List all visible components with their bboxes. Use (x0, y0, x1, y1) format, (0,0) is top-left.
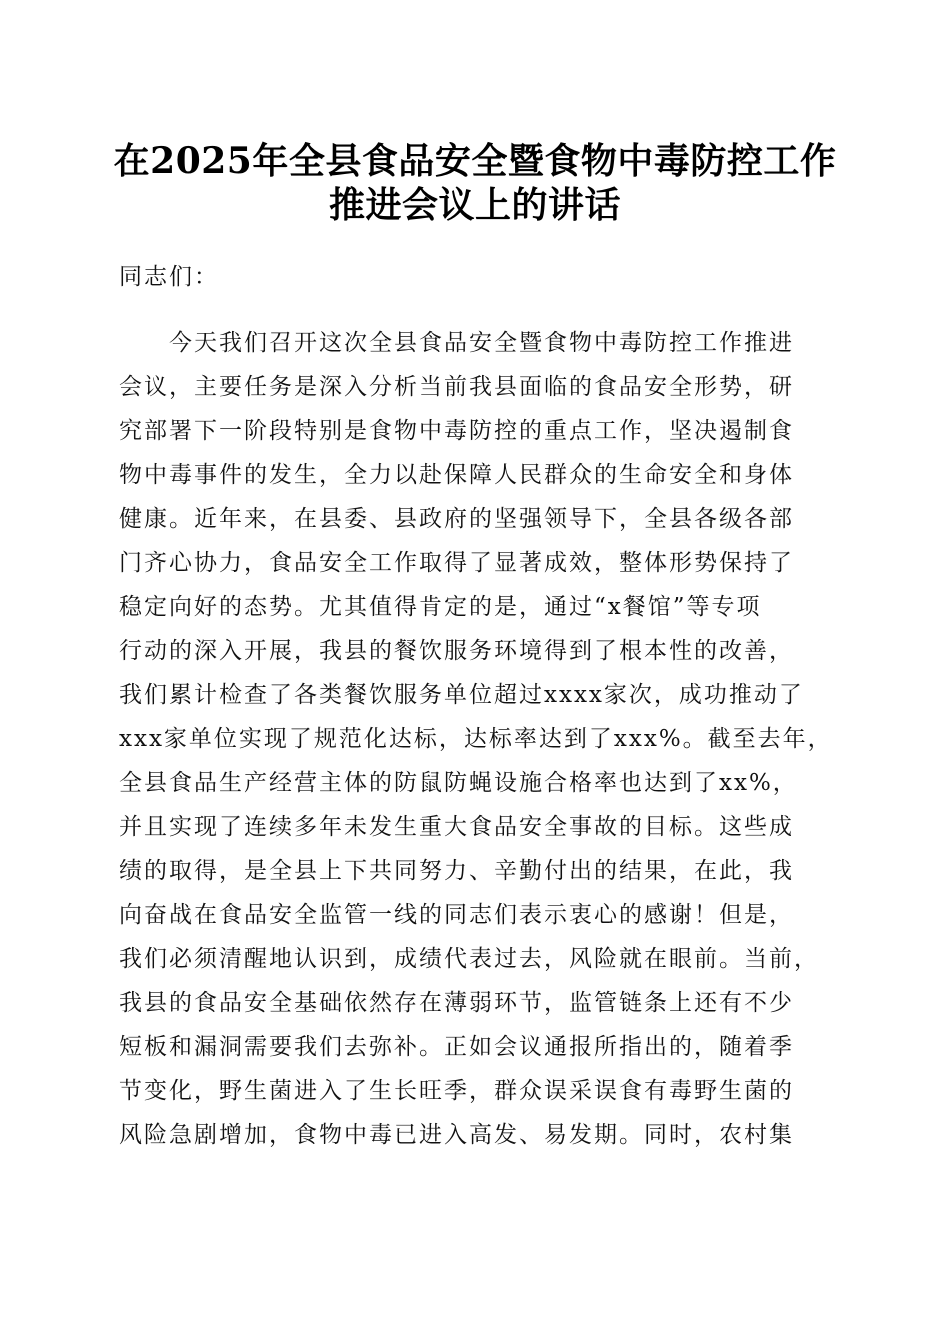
paragraph-line: 行动的深入开展，我县的餐饮服务环境得到了根本性的改善， (119, 638, 794, 664)
document-title-line-2: 推进会议上的讲话 (328, 184, 621, 226)
paragraph-line: 门齐心协力，食品安全工作取得了显著成效，整体形势保持了 (119, 550, 794, 576)
paragraph-line: 风险急剧增加，食物中毒已进入高发、易发期。同时，农村集 (119, 1122, 794, 1148)
document-title-line-1: 在2025年全县食品安全暨食物中毒防控工作 (113, 140, 837, 182)
paragraph-line: 今天我们召开这次全县食品安全暨食物中毒防控工作推进 (119, 330, 794, 356)
body-paragraph (119, 321, 839, 1157)
paragraph-line: 并且实现了连续多年未发生重大食品安全事故的目标。这些成 (119, 814, 794, 840)
paragraph-line: 全县食品生产经营主体的防鼠防蝇设施合格率也达到了xx%， (119, 770, 798, 796)
paragraph-line: 我们累计检查了各类餐饮服务单位超过xxxx家次，成功推动了 (119, 682, 804, 708)
paragraph-line: 物中毒事件的发生，全力以赴保障人民群众的生命安全和身体 (119, 462, 794, 488)
paragraph-line: 稳定向好的态势。尤其值得肯定的是，通过“x餐馆”等专项 (119, 594, 762, 620)
paragraph-line: 我县的食品安全基础依然存在薄弱环节，监管链条上还有不少 (119, 990, 794, 1016)
paragraph-line: 究部署下一阶段特别是食物中毒防控的重点工作，坚决遏制食 (119, 418, 794, 444)
paragraph-line: 我们必须清醒地认识到，成绩代表过去，风险就在眼前。当前， (119, 946, 819, 972)
salutation: 同志们： (119, 264, 219, 290)
paragraph-line: xxx家单位实现了规范化达标，达标率达到了xxx%。截至去年， (119, 726, 833, 752)
paragraph-line: 向奋战在食品安全监管一线的同志们表示衷心的感谢！但是， (119, 902, 794, 928)
paragraph-line: 会议，主要任务是深入分析当前我县面临的食品安全形势，研 (119, 374, 794, 400)
paragraph-line: 健康。近年来，在县委、县政府的坚强领导下，全县各级各部 (119, 506, 794, 532)
paragraph-line: 绩的取得，是全县上下共同努力、辛勤付出的结果，在此，我 (119, 858, 794, 884)
paragraph-line: 节变化，野生菌进入了生长旺季，群众误采误食有毒野生菌的 (119, 1078, 794, 1104)
paragraph-line: 短板和漏洞需要我们去弥补。正如会议通报所指出的，随着季 (119, 1034, 794, 1060)
